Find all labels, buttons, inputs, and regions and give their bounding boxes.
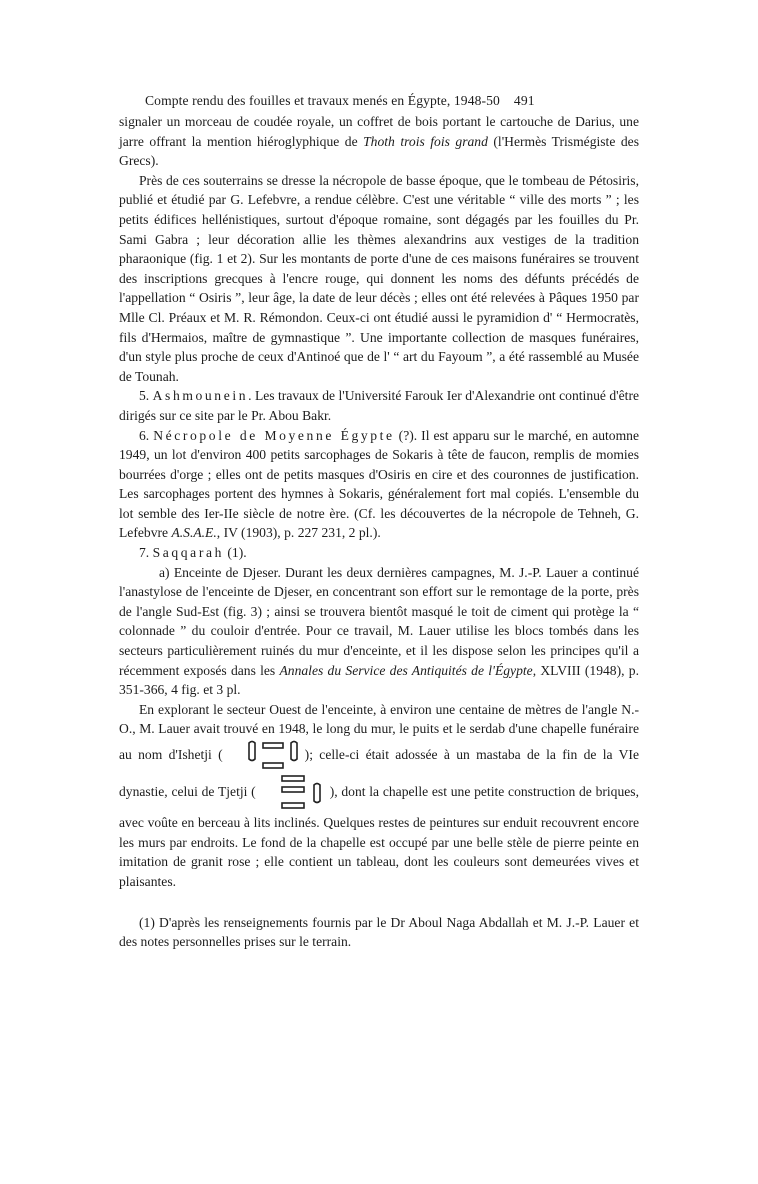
section-number: 7. bbox=[139, 545, 153, 561]
paragraph bbox=[119, 386, 639, 425]
paragraph bbox=[119, 426, 639, 544]
text-run: celle-ci était adossée à un mastaba de la fin de la VIe dynastie, celui de Tjetji ( bbox=[119, 747, 639, 800]
text-run: En explorant le secteur Ouest de l'enceinte, à environ une centaine de mètres de l'angle N.-O., M. Lauer avait trouvé en 1948, le long du mur, le puits et le serdab d'une chapelle funéraire au nom d'Ishetji ( bbox=[119, 701, 639, 763]
paragraph bbox=[119, 563, 639, 700]
text-run: a) Enceinte de Djeser. Durant les deux dernières campagnes, M. J.-P. Lauer a continué l'anastylose de l'enceinte de Djeser, en concentrant son effort sur le remontage de la porte, près de l'angle Sud-Est (fig. 3) ; ainsi se trouvera bientôt masqué le toit de ciment qui protège la “ colonnade ” du couloir d'entrée. Pour ce travail, M. Lauer utilise les blocs tombés dans les secteurs particulièrement ruinés du mur d'enceinte, et il les dispose selon les principes qu'il a récemment exposés dans les bbox=[119, 564, 639, 678]
text-run: ), dont la chapelle est une petite construction de briques, avec voûte en berceau à lits inclinés. Quelques restes de peintures sur enduit recouvrent encore les murs par endroits. Le fond de la chapelle est occupé par une belle stèle de pierre peinte en imitation de granit rose ; elle contient un tableau, dont les couleurs sont demeurées vives et plaisantes. bbox=[119, 784, 639, 889]
hieroglyph-icon bbox=[223, 739, 305, 773]
section-number: 5. bbox=[139, 388, 153, 404]
text-run: , XLVIII (1948), p. 351-366, 4 fig. et 3 pl. bbox=[119, 662, 639, 698]
text-run: ); bbox=[304, 747, 313, 763]
paragraph: Près de ces souterrains se dresse la nécropole de basse époque, que le tombeau de Pétosiris, publié et étudié par G. Lefebvre, a rendue célèbre. C'est une véritable “ ville des morts ” ; les petits édifices hellénistiques, surtout d'époque romaine, sont dégagés par les fouilles du Pr. Sami Gabra ; leur décoration allie les thèmes alexandrins aux vestiges de la tradition pharaonique (fig. 1 et 2). Sur les montants de porte d'une de ces maisons funéraires se trouvent des inscriptions grecques à l'encre rouge, qui donnent les noms des défunts précédés de l'appellation “ Osiris ”, leur âge, la date de leur décès ; elles ont été relevées à Pâques 1950 par Mlle Cl. Préaux et M. R. Rémondon. Ceux-ci ont étudié aussi le pyramidion d' “ Hermocratès, fils d'Hermaios, maître de gymnastique ”. Une importante collection de masques funéraires, d'un style plus proche de ceux d'Antinoé que de l' “ art du Fayoum ”, a été rassemblé au Musée de Tounah. bbox=[119, 172, 639, 384]
section-heading: Ashmounein bbox=[152, 388, 249, 404]
paragraph bbox=[119, 700, 639, 892]
text-run: . Les travaux de l'Université Farouk Ier d'Alexandrie ont continué d'être dirigés sur ce site par le Pr. Abou Bakr. bbox=[119, 388, 640, 423]
header-title: Compte rendu des fouilles et travaux menés en Égypte, 1948-50 bbox=[145, 93, 500, 108]
section-number: 6. bbox=[139, 427, 154, 443]
italic-text: Annales du Service des Antiquités de l'Égypte bbox=[279, 662, 533, 678]
italic-text: A.S.A.E. bbox=[171, 525, 217, 541]
body-text bbox=[119, 112, 639, 891]
page-number: 491 bbox=[513, 93, 535, 108]
paragraph bbox=[119, 112, 639, 171]
section-heading: Nécropole de Moyenne Égypte bbox=[153, 427, 395, 443]
text-run: signaler un morceau de coudée royale, un coffret de bois portant le cartouche de Darius, une jarre offrant la mention hiéroglyphique de bbox=[119, 114, 639, 149]
footnote bbox=[119, 913, 639, 951]
running-header bbox=[145, 92, 639, 110]
page bbox=[119, 92, 639, 951]
section-heading: Saqqarah bbox=[152, 545, 224, 561]
hieroglyph-icon bbox=[256, 773, 330, 813]
footnote-ref: (1). bbox=[223, 545, 247, 561]
footnote-text: (1) D'après les renseignements fournis par le Dr Aboul Naga Abdallah et M. J.-P. Lauer et des notes personnelles prises sur le terrain. bbox=[119, 915, 639, 950]
italic-text: Thoth trois fois grand bbox=[363, 133, 488, 149]
text-run: (l'Hermès Trismégiste des Grecs). bbox=[119, 133, 639, 169]
text-run: , IV (1903), p. 227 231, 2 pl.). bbox=[216, 525, 381, 541]
text-run: (?). Il est apparu sur le marché, en automne 1949, un lot d'environ 400 petits sarcophages de Sokaris à tête de faucon, remplis de momies bourrées d'orge ; elles ont de petits masques d'Osiris en cire et des couronnes de justification. Les sarcophages portent des hymnes à Sokaris, généralement fort mal copiés. L'ensemble du lot semble des Ier-IIe siècle de notre ère. (Cf. les découvertes de la nécropole de Tehneh, G. Lefebvre bbox=[119, 427, 640, 541]
paragraph bbox=[119, 543, 639, 563]
